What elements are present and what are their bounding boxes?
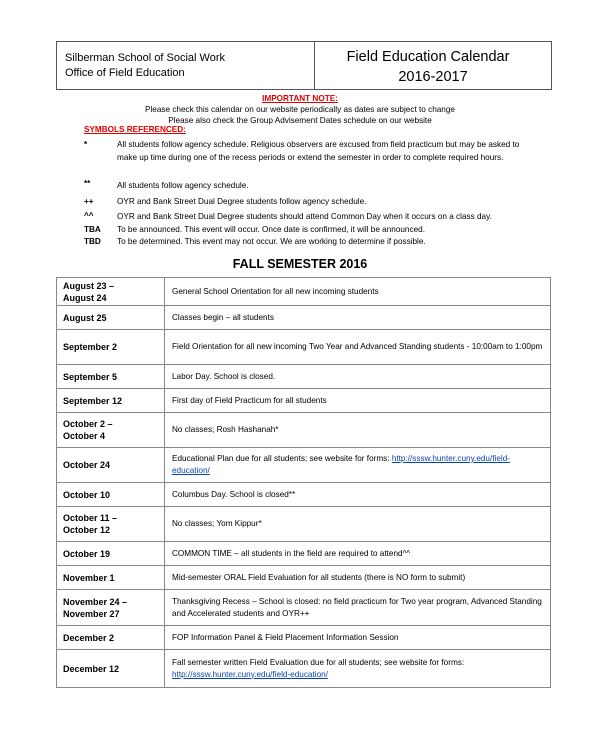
table-row bbox=[57, 650, 551, 688]
calendar-year: 2016-2017 bbox=[398, 69, 468, 85]
symbol-desc: All students follow agency schedule. bbox=[117, 181, 249, 190]
table-row bbox=[57, 542, 551, 566]
date-cell: September 2 bbox=[57, 330, 165, 365]
important-note-title: IMPORTANT NOTE: bbox=[262, 94, 338, 103]
date-line: October 2 – bbox=[63, 419, 113, 429]
symbol-desc: To be determined. This event may not occur. We are working to determine if possible. bbox=[117, 237, 426, 246]
important-note-line1: Please check this calendar on our website periodically as dates are subject to change bbox=[145, 105, 455, 114]
date-line: October 4 bbox=[63, 431, 106, 441]
event-cell: FOP Information Panel & Field Placement Information Session bbox=[165, 626, 551, 650]
event-cell: No classes; Yom Kippur* bbox=[165, 507, 551, 542]
calendar-table bbox=[56, 277, 551, 688]
event-cell: Mid-semester ORAL Field Evaluation for all students (there is NO form to submit) bbox=[165, 566, 551, 590]
date-line: November 27 bbox=[63, 608, 120, 619]
calendar-title: Field Education Calendar bbox=[346, 49, 510, 65]
header-left bbox=[57, 42, 315, 89]
date-cell bbox=[57, 278, 165, 306]
date-line: August 24 bbox=[63, 292, 107, 303]
symbol-key: * bbox=[84, 140, 88, 149]
school-name: Silberman School of Social Work bbox=[65, 52, 225, 64]
table-row bbox=[57, 590, 551, 626]
date-line: October 12 bbox=[63, 525, 111, 535]
event-cell bbox=[165, 650, 551, 688]
header-right bbox=[315, 42, 551, 89]
symbol-desc: To be announced. This event will occur. Once date is confirmed, it will be announced. bbox=[117, 225, 425, 234]
date-cell: October 10 bbox=[57, 483, 165, 507]
date-cell: September 12 bbox=[57, 389, 165, 413]
field-education-link[interactable]: http://sssw.hunter.cuny.edu/field-education/ bbox=[172, 669, 328, 679]
event-cell: COMMON TIME – all students in the field are required to attend^^ bbox=[165, 542, 551, 566]
event-cell: Field Orientation for all new incoming Two Year and Advanced Standing students - 10:00am to 1:00pm bbox=[165, 330, 551, 365]
table-row bbox=[57, 330, 551, 365]
field-education-link[interactable]: http://sssw.hunter.cuny.edu/field-education/ bbox=[172, 454, 511, 475]
table-row bbox=[57, 566, 551, 590]
date-cell: September 5 bbox=[57, 365, 165, 389]
date-cell bbox=[57, 413, 165, 448]
table-row bbox=[57, 626, 551, 650]
table-row bbox=[57, 365, 551, 389]
table-row bbox=[57, 306, 551, 330]
symbol-desc: All students follow agency schedule. Religious observers are excused from field practicum but may be asked to make up time during one of the recess periods or extend the semester in order to complete required hours. bbox=[117, 140, 520, 162]
table-row bbox=[57, 483, 551, 507]
date-line: November 24 – bbox=[63, 596, 128, 607]
table-row bbox=[57, 389, 551, 413]
date-line: August 23 – bbox=[63, 280, 115, 291]
table-row bbox=[57, 278, 551, 306]
date-cell: December 12 bbox=[57, 650, 165, 688]
symbol-desc: OYR and Bank Street Dual Degree students should attend Common Day when it occurs on a class day. bbox=[117, 212, 492, 221]
header-box bbox=[56, 41, 552, 90]
event-cell: Classes begin – all students bbox=[165, 306, 551, 330]
table-row bbox=[57, 448, 551, 483]
event-cell: First day of Field Practicum for all students bbox=[165, 389, 551, 413]
office-name: Office of Field Education bbox=[65, 67, 185, 79]
date-cell bbox=[57, 507, 165, 542]
date-line: October 11 – bbox=[63, 513, 118, 523]
date-cell: October 19 bbox=[57, 542, 165, 566]
symbol-key: TBA bbox=[84, 225, 101, 234]
date-cell bbox=[57, 590, 165, 626]
table-row bbox=[57, 507, 551, 542]
event-cell bbox=[165, 448, 551, 483]
symbol-desc: OYR and Bank Street Dual Degree students follow agency schedule. bbox=[117, 197, 367, 206]
event-text: Educational Plan due for all students; see website for forms: bbox=[172, 454, 392, 463]
date-cell: December 2 bbox=[57, 626, 165, 650]
event-cell: General School Orientation for all new incoming students bbox=[165, 278, 551, 306]
event-cell: No classes; Rosh Hashanah* bbox=[165, 413, 551, 448]
event-cell: Labor Day. School is closed. bbox=[165, 365, 551, 389]
date-cell: November 1 bbox=[57, 566, 165, 590]
symbol-key: ^^ bbox=[84, 211, 94, 220]
event-cell: Thanksgiving Recess – School is closed: no field practicum for Two year program, Advanced Standing and Accelerated students and OYR++ bbox=[165, 590, 551, 626]
important-note-line2: Please also check the Group Advisement Dates schedule on our website bbox=[168, 116, 432, 125]
event-cell: Columbus Day. School is closed** bbox=[165, 483, 551, 507]
symbol-key: ** bbox=[84, 179, 91, 188]
symbols-title: SYMBOLS REFERENCED: bbox=[84, 125, 186, 134]
symbol-key: TBD bbox=[84, 237, 101, 246]
symbol-key: ++ bbox=[84, 197, 94, 206]
date-cell: August 25 bbox=[57, 306, 165, 330]
table-row bbox=[57, 413, 551, 448]
event-text: Fall semester written Field Evaluation due for all students; see website for forms: bbox=[172, 657, 465, 667]
semester-title: FALL SEMESTER 2016 bbox=[232, 257, 368, 271]
date-cell: October 24 bbox=[57, 448, 165, 483]
